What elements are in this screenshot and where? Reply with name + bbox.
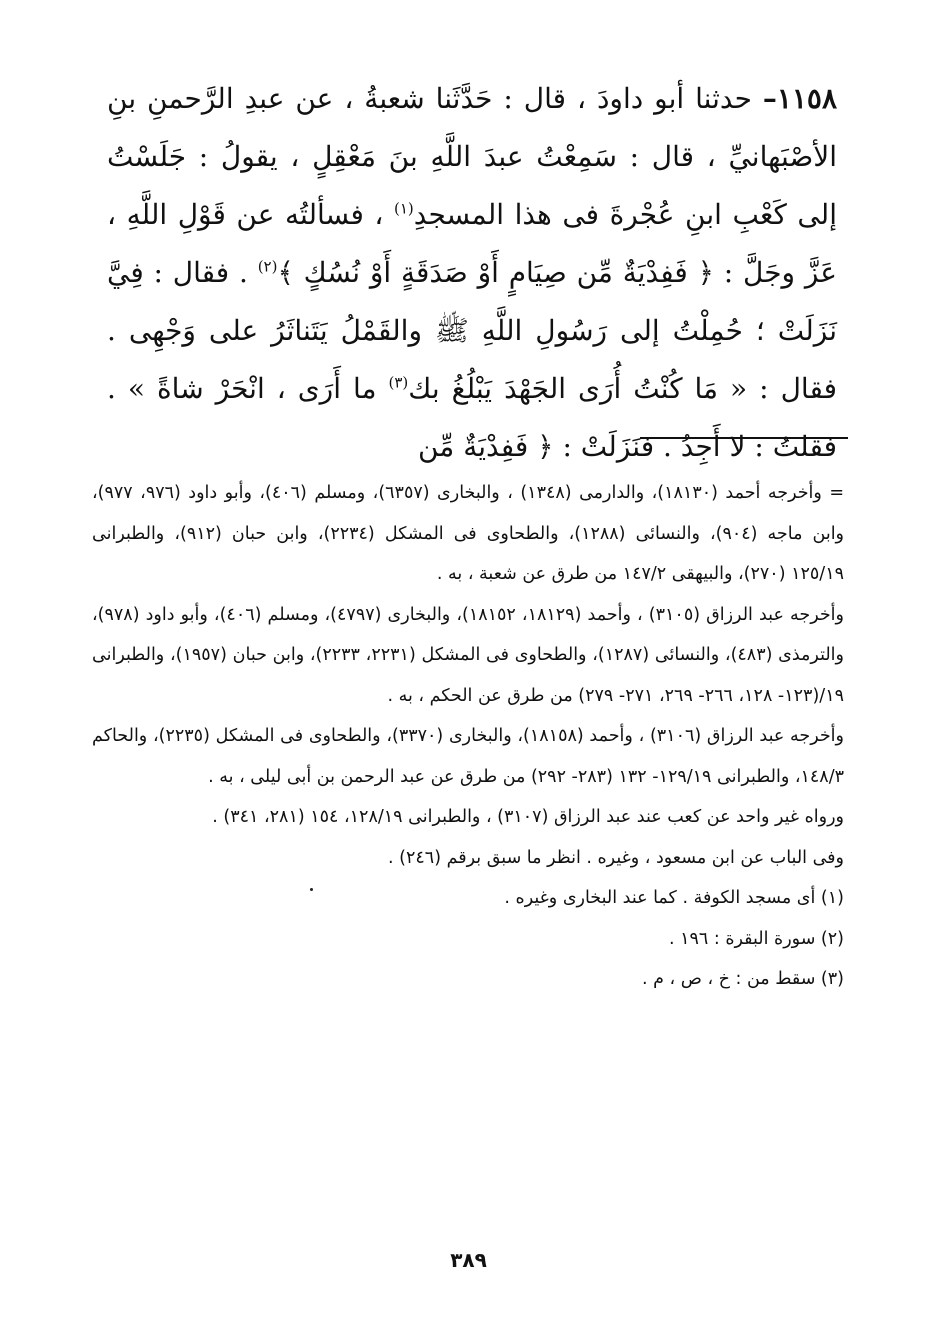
hadith-text-part-2: ، فسألتُه عن قَوْلِ اللَّهِ ، عَزَّ وجَلَّ : ﴿ فَفِدْيَةٌ مِّن صِيَامٍ أَوْ صَدَقَةٍ أَوْ نُسُكٍ ﴾ [107, 198, 837, 289]
hadith-number: ١١٥٨– [762, 82, 837, 115]
footnote-2: (٢) سورة البقرة : ١٩٦ . [668, 928, 844, 949]
footnote-1: (١) أى مسجد الكوفة . كما عند البخارى وغيره . [504, 888, 844, 908]
hadith-text-part-4: ما أَرَى ، انْحَرْ شاةً » . فقلتُ : لا أَجِدُ . فنَزَلَتْ : ﴿ فَفِدْيَةٌ مِّن [107, 372, 837, 463]
footnote-takhrij-continued: = وأخرجه أحمد (١٨١٣٠)، والدارمى (١٣٤٨) ، والبخارى (٦٣٥٧)، ومسلم (٤٠٦)، وأبو داود (٩٧٦، ٩٧٧)، وابن ماجه (٩٠٤)، والنسائى (١٢٨٨)، والطحاوى فى المشكل (٢٢٣٤)، وابن حبان (٩١٢)، والطبرانى ١٢٥/١٩ (٢٧٠)، والبيهقى ١٤٧/٢ من طرق عن شعبة ، به . [92, 483, 845, 584]
footnote-marker-3: (٣) [388, 373, 409, 392]
footnote-3: (٣) سقط من : خ ، ص ، م . [642, 969, 844, 989]
page-number: ٣٨٩ [450, 1248, 487, 1272]
footnote-bab: وفى الباب عن ابن مسعود ، وغيره . انظر ما سبق برقم (٢٤٦) . [388, 847, 844, 868]
hadith-text-part-1: حدثنا أبو داودَ ، قال : حَدَّثَنا شعبةُ ، عن عبدِ الرَّحمنِ بنِ الأصْبَهانيِّ ، قال : سَمِعْتُ عبدَ اللَّهِ بنَ مَعْقِلٍ ، يقولُ : جَلَسْتُ إلى كَعْبِ ابنِ عُجْرةَ فى هذا المسجدِ [107, 82, 837, 231]
footnote-takhrij-ibn-abi-layla: وأخرجه عبد الرزاق (٣١٠٦) ، وأحمد (١٨١٥٨)، والبخارى (٣٣٧٠)، والطحاوى فى المشكل (٢٢٣٥)، والحاكم ١٤٨/٣، والطبرانى ١٢٩/١٩- ١٣٢ (٢٨٣- ٢٩٢) من طرق عن عبد الرحمن بن أبى ليلى ، به . [92, 726, 844, 787]
hadith-text-part-3: . فقال : فِيَّ نَزَلَتْ ؛ حُمِلْتُ إلى رَسُولِ اللَّهِ ﷺ والقَمْلُ يَتَناثَرُ على وَجْهِى . فقال : « مَا كُنْتُ أُرَى الجَهْدَ يَبْلُغُ بك [107, 256, 837, 405]
footnote-marker-1: (١) [394, 199, 414, 218]
hadith-text [107, 70, 837, 476]
footnote-takhrij-others: ورواه غير واحد عن كعب عند عبد الرزاق (٣١٠٧) ، والطبرانى ١٢٨/١٩، ١٥٤ (٢٨١، ٣٤١) . [212, 807, 844, 827]
scan-speck [310, 888, 313, 891]
footnotes [92, 473, 844, 1000]
footnote-marker-2: (٢) [257, 257, 278, 276]
footnote-separator [640, 437, 848, 439]
footnote-takhrij-hakam: وأخرجه عبد الرزاق (٣١٠٥) ، وأحمد (١٨١٢٩، ١٨١٥٢)، والبخارى (٤٧٩٧)، ومسلم (٤٠٦)، وأبو داود (٩٧٨)، والترمذى (٤٨٣)، والنسائى (١٢٨٧)، والطحاوى فى المشكل (٢٢٣١، ٢٢٣٣)، وابن حبان (١٩٥٧)، والطبرانى ١٩/(١٢٣- ١٢٨، ٢٦٦- ٢٦٩، ٢٧١- ٢٧٩) من طرق عن الحكم ، به . [92, 604, 844, 706]
